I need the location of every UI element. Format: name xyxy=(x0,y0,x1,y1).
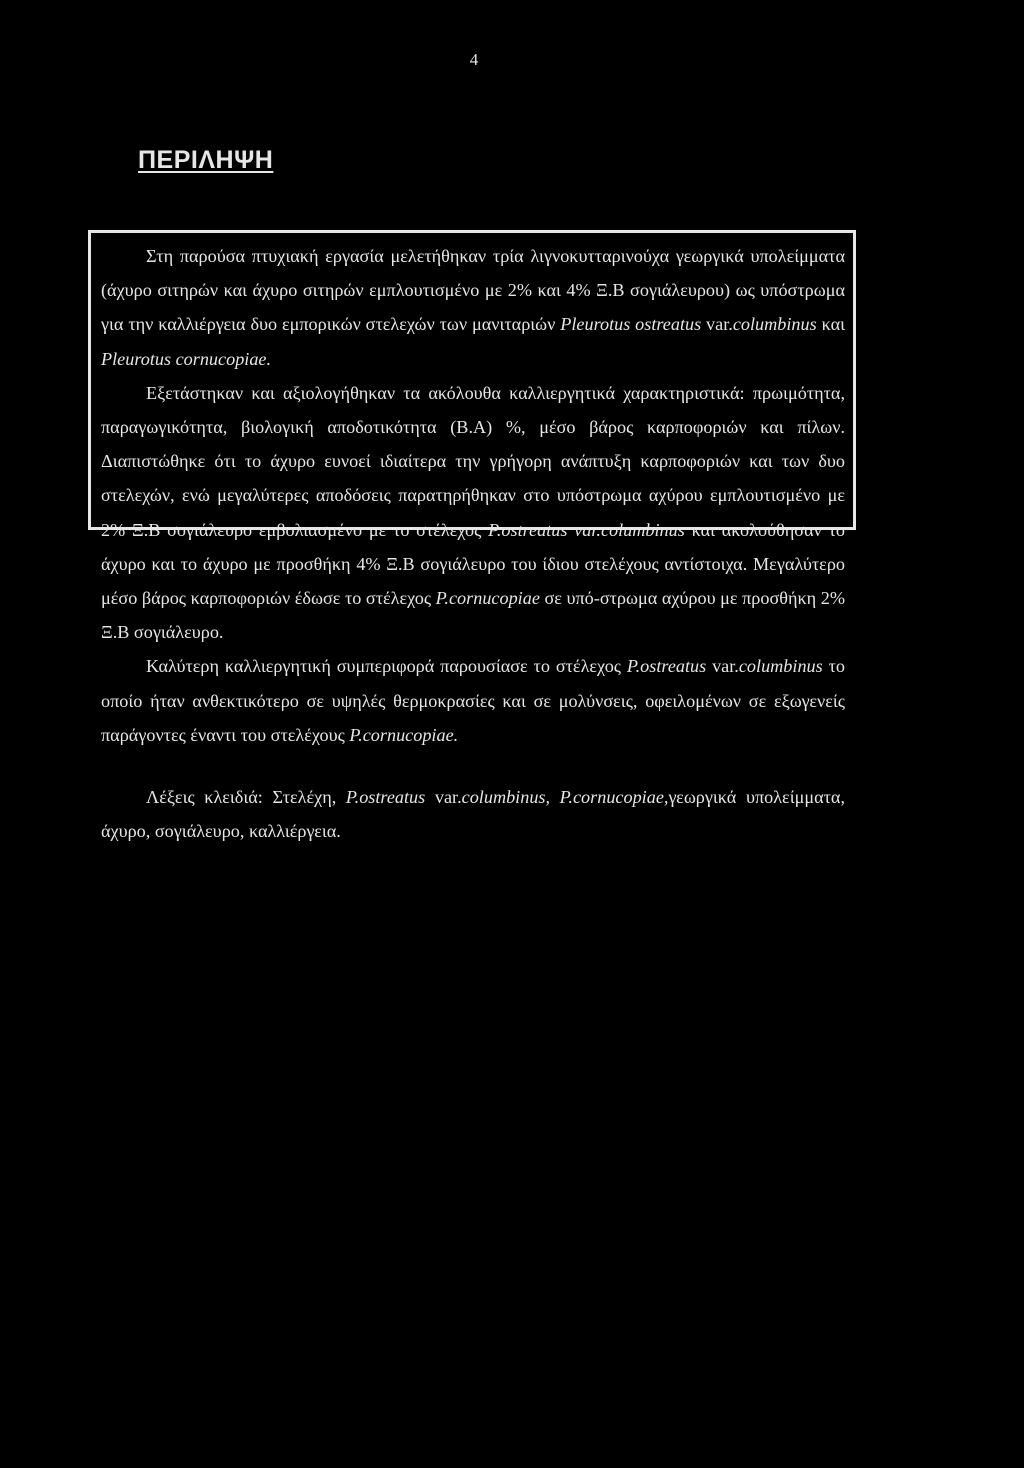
variety-name: columbinus xyxy=(732,314,817,335)
abstract-text-run xyxy=(550,787,560,807)
variety-name: columbinus, xyxy=(461,787,551,808)
abstract-text-run: το οποίο ήταν ανθεκτικότερο σε υψηλές θερμοκρασίες και σε μολύνσεις, οφειλομένων σε εξωγενείς παράγοντες έναντι του στελέχους xyxy=(101,656,846,745)
abstract-paragraph-3 xyxy=(101,649,845,752)
abstract-text-run: γεωργικά υπολείμματα, άχυρο, σογιάλευρο, καλλιέργεια. xyxy=(101,787,845,842)
abstract-text-run: Καλύτερη καλλιεργητική συμπεριφορά παρουσίασε το στέλεχος xyxy=(146,656,627,677)
species-name: P.cornucopiae, xyxy=(559,787,669,808)
abstract-text-run: Εξετάστηκαν και αξιολογήθηκαν τα ακόλουθα καλλιεργητικά χαρακτηριστικά: πρωιμότητα, παραγωγικότητα, βιολογική αποδοτικότητα (Β.Α) %, μέσο βάρος καρποφοριών και πίλων. Διαπιστώθηκε ότι το άχυρο ευνοεί ιδιαίτερα την γρήγορη ανάπτυξη καρποφοριών και των δυο στελεχών, ενώ μεγαλύτερες αποδόσεις παρατηρήθηκαν στο υπόστρωμα αχύρου εμπλουτισμένο με 2% Ξ.Β σογιάλευρο εμβολιασμένο με το στέλεχος xyxy=(101,382,845,540)
abstract-text-run: var. xyxy=(425,787,462,808)
abstract-text-run: var. xyxy=(706,656,739,677)
paragraph-gap xyxy=(101,752,845,780)
keywords-paragraph xyxy=(101,780,845,848)
abstract-text-run: var. xyxy=(701,314,733,335)
page-number: 4 xyxy=(469,50,479,69)
species-name: Pleurotus ostreatus xyxy=(560,314,702,335)
abstract-box xyxy=(88,230,856,842)
abstract-text-run: Στη παρούσα πτυχιακή εργασία μελετήθηκαν τρία λιγνοκυτταρινούχα γεωργικά υπολείμματα (άχυρο σιτηρών και άχυρο σιτηρών εμπλουτισμένο με 2% και 4% Ξ.Β σογιάλευρου) ως υπόστρωμα για την καλλιέργεια δυο εμπορικών στελεχών των μανιταριών xyxy=(101,246,845,335)
species-name: P.cornucopiae. xyxy=(349,724,459,745)
species-name: P.cornucopiae xyxy=(435,588,540,609)
species-name: P.ostreatus xyxy=(626,656,707,677)
abstract-text-run: σε υπό-στρωμα αχύρου με προσθήκη 2% Ξ.Β σογιάλευρο. xyxy=(101,588,845,643)
abstract-text-run: και ακολούθησαν το άχυρο και το άχυρο με προσθήκη 4% Ξ.Β σογιάλευρο του ίδιου στελέχους αντίστοιχα. Μεγαλύτερο μέσο βάρος καρποφοριών έδωσε το στέλεχος xyxy=(101,519,845,609)
species-name: P.ostreatus xyxy=(345,787,426,808)
variety-name: columbinus xyxy=(738,656,823,677)
keywords-label: Λέξεις κλειδιά: Στελέχη, xyxy=(146,787,346,808)
abstract-text-run: και xyxy=(816,314,845,335)
abstract-paragraph-2 xyxy=(101,376,845,650)
abstract-paragraph-1 xyxy=(101,239,845,376)
page-title: ΠΕΡΙΛΗΨΗ xyxy=(138,146,274,174)
species-name: P.ostreatus var.columbinus xyxy=(488,519,685,540)
species-name: Pleurotus cornucopiae. xyxy=(101,348,272,369)
